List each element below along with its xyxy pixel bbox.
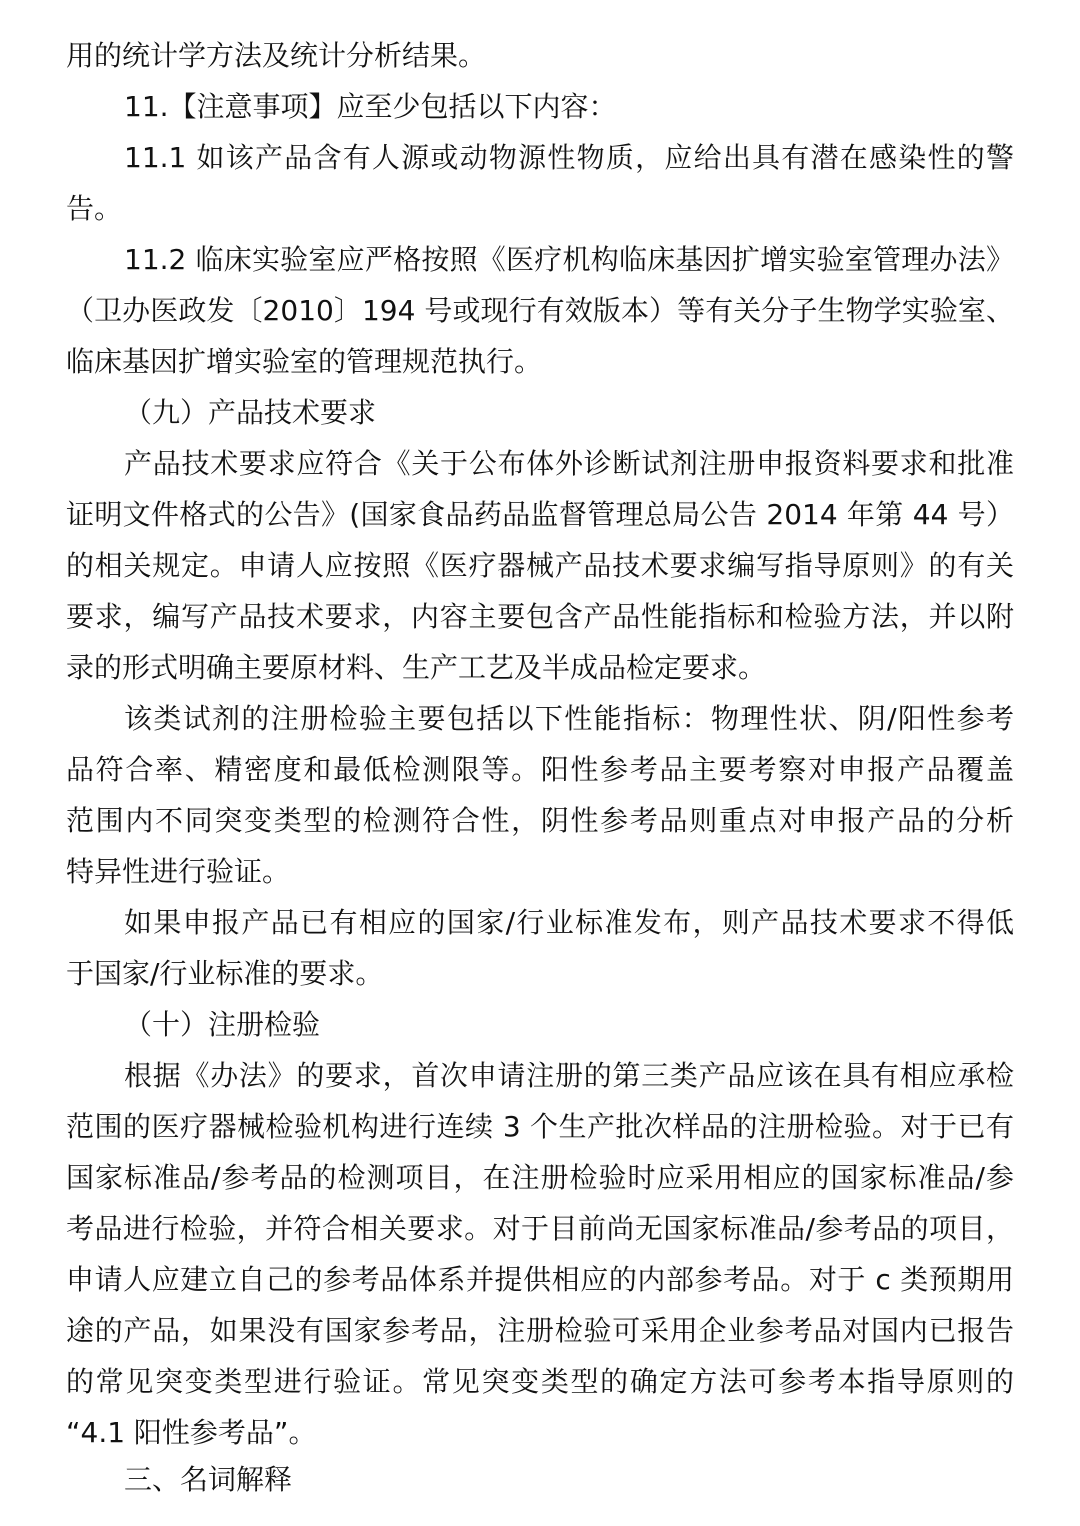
text-line: “4.1 阳性参考品”。 — [66, 1416, 317, 1449]
text-line: 11.1 如该产品含有人源或动物源性物质，应给出具有潜在感染性的警 — [124, 141, 1014, 174]
text-line: 11.2 临床实验室应严格按照《医疗机构临床基因扩增实验室管理办法》 — [124, 243, 1014, 276]
text-line: 根据《办法》的要求，首次申请注册的第三类产品应该在具有相应承检 — [124, 1059, 1014, 1092]
text-line: 国家标准品/参考品的检测项目，在注册检验时应采用相应的国家标准品/参 — [66, 1161, 1014, 1194]
text-line: 告。 — [66, 192, 123, 225]
text-line: 于国家/行业标准的要求。 — [66, 957, 384, 990]
text-line: 临床基因扩增实验室的管理规范执行。 — [66, 345, 543, 378]
text-line: 要求，编写产品技术要求，内容主要包含产品性能指标和检验方法，并以附 — [66, 600, 1014, 633]
text-line: （卫办医政发〔2010〕194 号或现行有效版本）等有关分子生物学实验室、 — [66, 294, 1014, 327]
text-line: 途的产品，如果没有国家参考品，注册检验可采用企业参考品对国内已报告 — [66, 1314, 1014, 1347]
section-heading: （九）产品技术要求 — [124, 396, 377, 429]
text-line: 证明文件格式的公告》(国家食品药品监督管理总局公告 2014 年第 44 号） — [66, 498, 1014, 531]
text-line: 的相关规定。申请人应按照《医疗器械产品技术要求编写指导原则》的有关 — [66, 549, 1014, 582]
section-heading: 三、名词解释 — [124, 1463, 293, 1496]
text-line: 申请人应建立自己的参考品体系并提供相应的内部参考品。对于 c 类预期用 — [66, 1263, 1014, 1296]
text-line: 范围的医疗器械检验机构进行连续 3 个生产批次样品的注册检验。对于已有 — [66, 1110, 1014, 1143]
text-line: 该类试剂的注册检验主要包括以下性能指标：物理性状、阴/阳性参考 — [124, 702, 1014, 735]
text-line: 如果申报产品已有相应的国家/行业标准发布，则产品技术要求不得低 — [124, 906, 1014, 939]
section-heading: （十）注册检验 — [124, 1008, 321, 1041]
text-line: 品符合率、精密度和最低检测限等。阳性参考品主要考察对申报产品覆盖 — [66, 753, 1014, 786]
text-line: 用的统计学方法及统计分析结果。 — [66, 39, 487, 72]
text-line: 范围内不同突变类型的检测符合性，阴性参考品则重点对申报产品的分析 — [66, 804, 1014, 837]
text-line: 的常见突变类型进行验证。常见突变类型的确定方法可参考本指导原则的 — [66, 1365, 1014, 1398]
section-heading: 11.【注意事项】应至少包括以下内容： — [124, 90, 617, 123]
text-line: 考品进行检验，并符合相关要求。对于目前尚无国家标准品/参考品的项目， — [66, 1212, 1014, 1245]
text-line: 产品技术要求应符合《关于公布体外诊断试剂注册申报资料要求和批准 — [124, 447, 1014, 480]
text-line: 特异性进行验证。 — [66, 855, 291, 888]
text-line: 录的形式明确主要原材料、生产工艺及半成品检定要求。 — [66, 651, 767, 684]
